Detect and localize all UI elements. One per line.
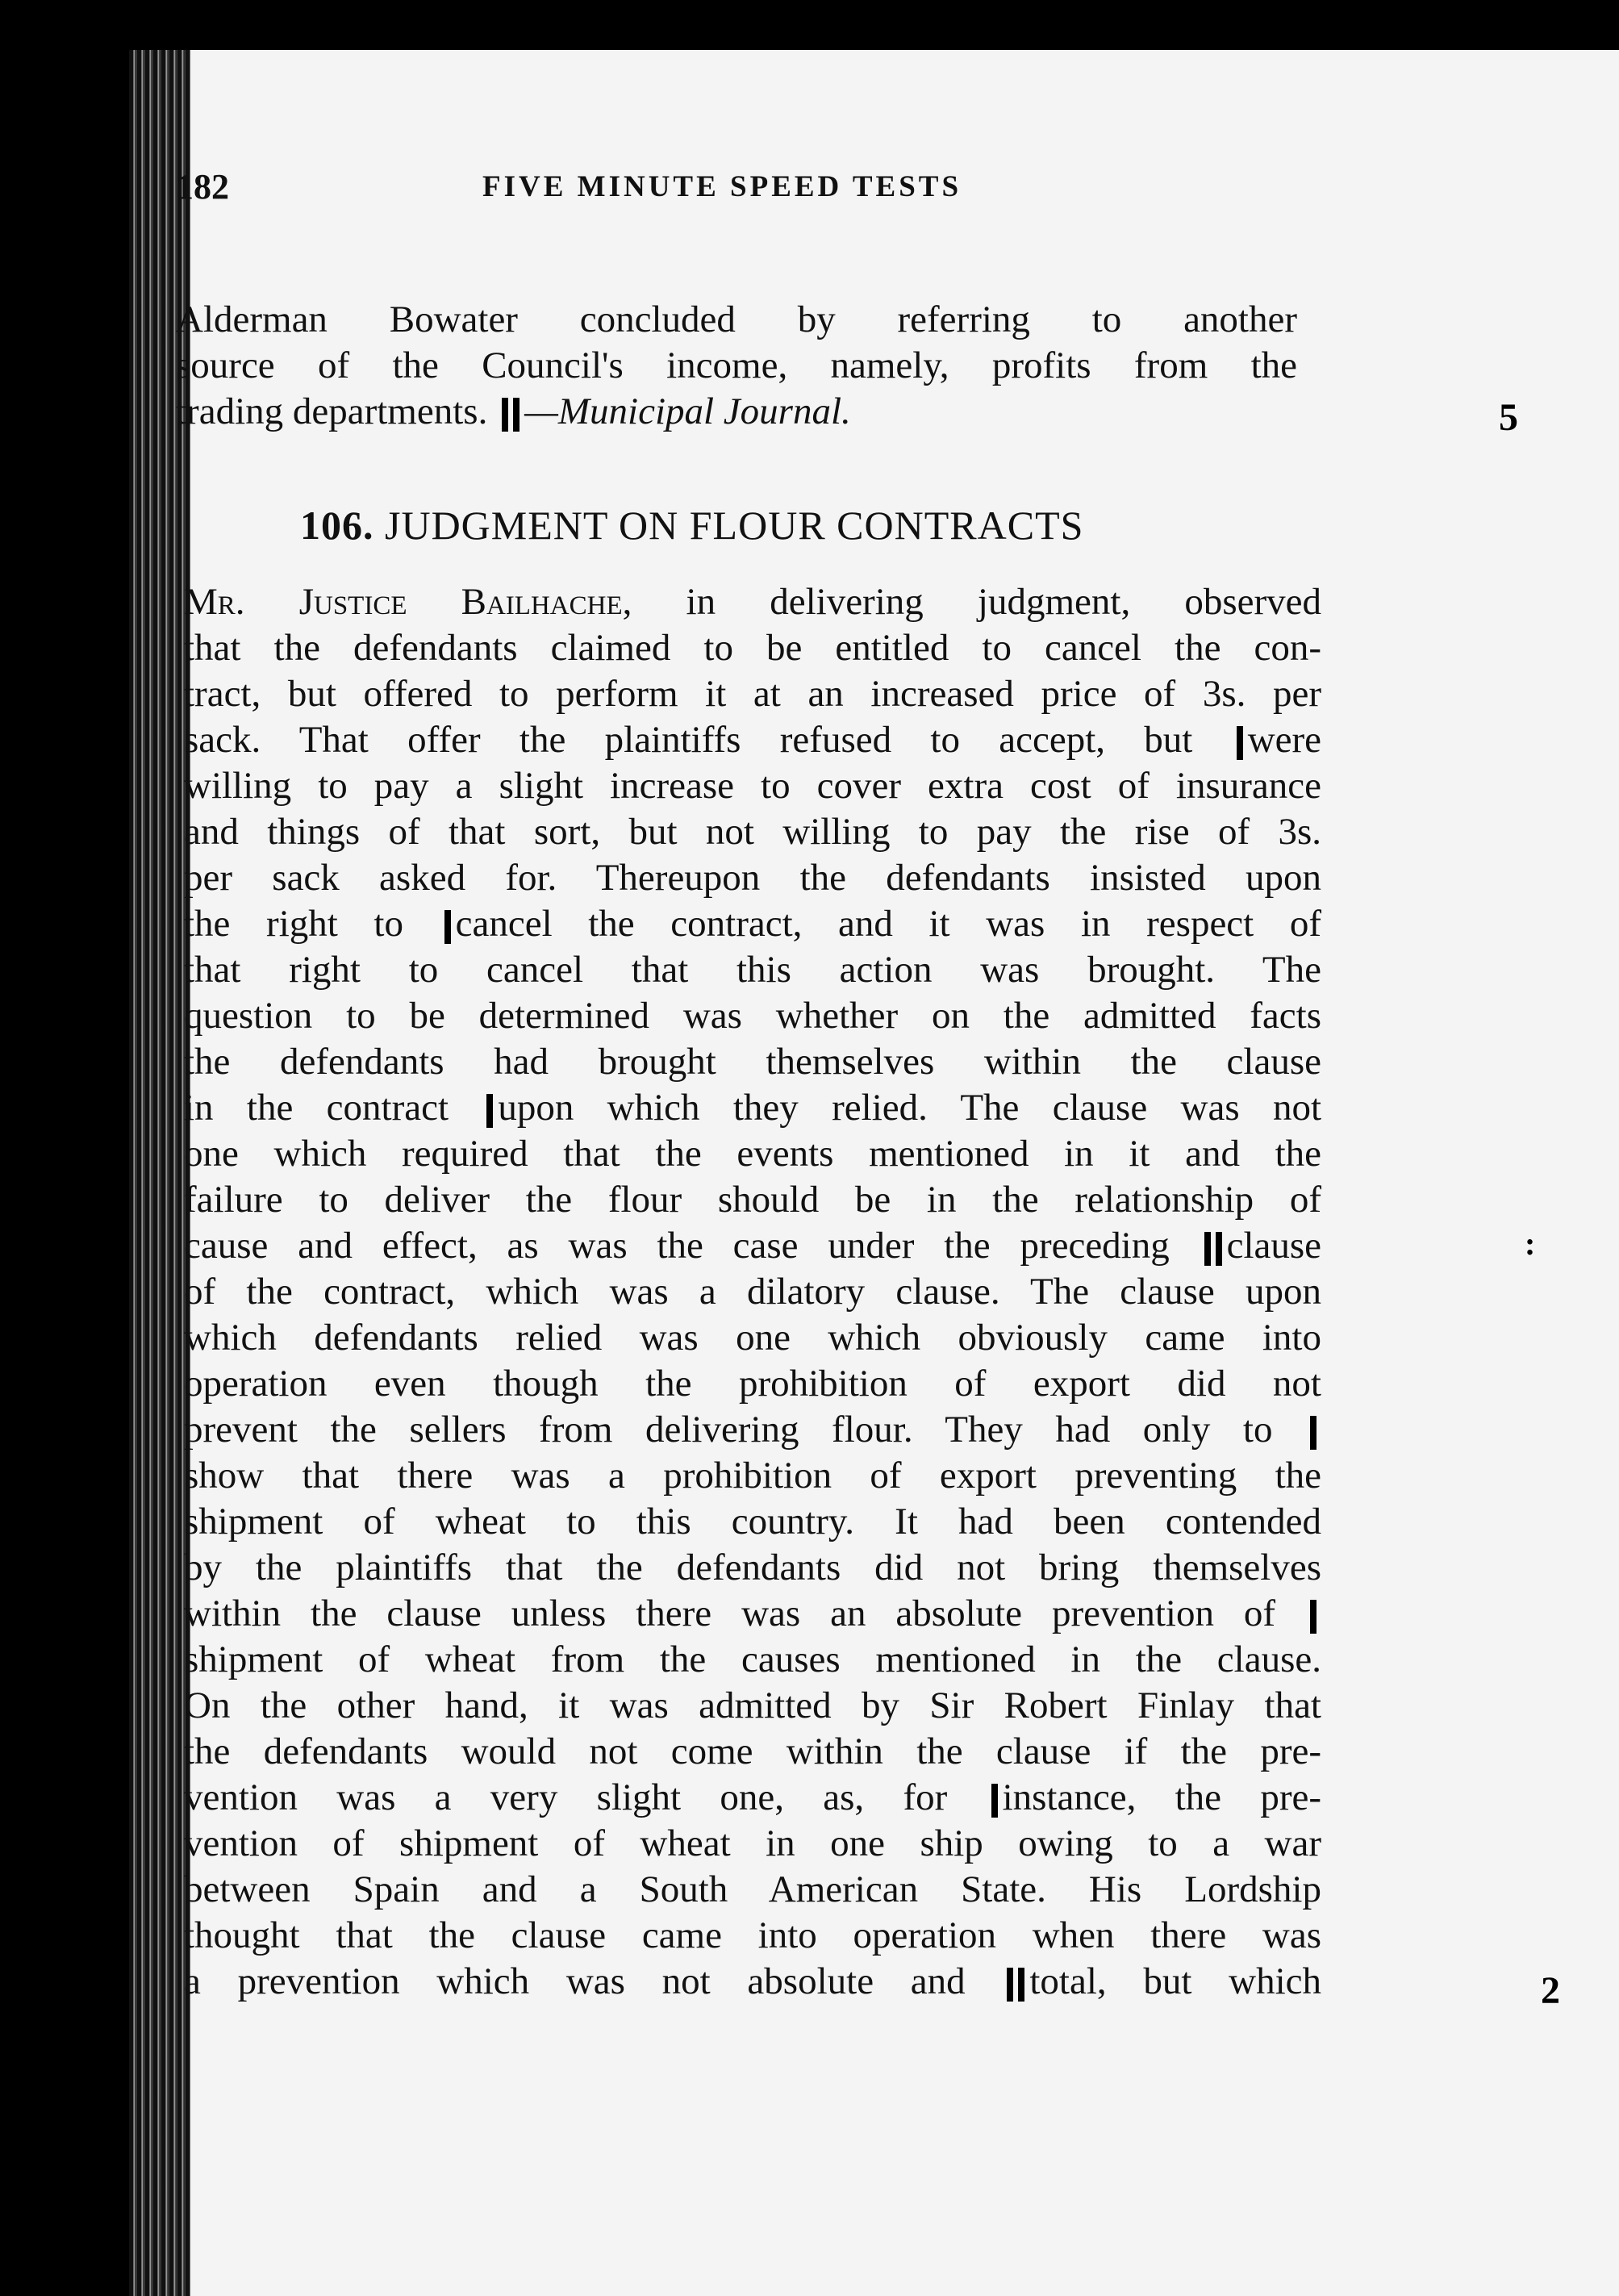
- text-line: [184, 1407, 1321, 1453]
- judge-name: Mr. Justice Bailhache,: [184, 581, 632, 623]
- text-line: of the contract, which was a dilatory clause. The clause upon: [184, 1271, 1321, 1313]
- text-line: the defendants would not come within the clause if the pre-: [184, 1730, 1321, 1772]
- single-bar-marker: [1237, 726, 1243, 760]
- text-fragment: cancel the contract, and it was in respect of: [455, 903, 1321, 945]
- margin-tick-mark: :: [1525, 1225, 1536, 1262]
- text-line: by the plaintiffs that the defendants did not bring themselves: [184, 1547, 1321, 1588]
- text-line: [184, 579, 1321, 625]
- text-fragment: clause: [1226, 1225, 1322, 1267]
- page-header: [176, 166, 1386, 219]
- margin-count-number: 2: [1541, 1969, 1560, 2012]
- text-line: question to be determined was whether on the admitted facts: [184, 995, 1321, 1037]
- running-head: FIVE MINUTE SPEED TESTS: [482, 170, 962, 203]
- text-line: that the defendants claimed to be entitled to cancel the con-: [184, 627, 1321, 669]
- text-fragment: cause and effect, as was the case under the preceding: [184, 1225, 1170, 1267]
- text-fragment: in delivering judgment, observed: [632, 581, 1321, 623]
- single-bar-marker: [1310, 1600, 1316, 1634]
- text-line: shipment of wheat from the causes mentioned in the clause.: [184, 1639, 1321, 1680]
- text-line: Alderman Bowater concluded by referring to another: [176, 298, 1297, 340]
- text-line: thought that the clause came into operation when there was: [184, 1914, 1321, 1956]
- text-line: tract, but offered to perform it at an increased price of 3s. per: [184, 673, 1321, 715]
- text-line: willing to pay a slight increase to cover extra cost of insurance: [184, 765, 1321, 807]
- single-bar-marker: [444, 910, 451, 944]
- text-line: [184, 717, 1321, 763]
- text-line: [176, 389, 1297, 435]
- text-line: operation even though the prohibition of export did not: [184, 1363, 1321, 1405]
- text-line: one which required that the events mentioned in it and the: [184, 1133, 1321, 1175]
- text-line: On the other hand, it was admitted by Sir Robert Finlay that: [184, 1684, 1321, 1726]
- text-fragment: trading departments.: [176, 390, 488, 432]
- intro-paragraph: [176, 297, 1297, 435]
- single-bar-marker: [486, 1094, 493, 1128]
- text-fragment: a prevention which was not absolute and: [184, 1960, 966, 2002]
- text-line: and things of that sort, but not willing to pay the rise of 3s.: [184, 811, 1321, 853]
- text-fragment: within the clause unless there was an absolute prevention of: [184, 1593, 1276, 1634]
- text-line: [184, 1775, 1321, 1821]
- text-line: [184, 1591, 1321, 1637]
- single-bar-marker: [991, 1784, 998, 1818]
- text-line: source of the Council's income, namely, profits from the: [176, 344, 1297, 386]
- text-fragment: the right to: [184, 903, 403, 945]
- double-bar-marker: [1204, 1232, 1222, 1266]
- text-fragment: sack. That offer the plaintiffs refused to accept, but: [184, 719, 1193, 761]
- text-fragment: were: [1247, 719, 1322, 761]
- source-attribution: —Municipal Journal.: [524, 390, 851, 432]
- text-fragment: upon which they relied. The clause was not: [498, 1087, 1322, 1129]
- body-paragraph: [184, 579, 1321, 2005]
- section-title-text: JUDGMENT ON FLOUR CONTRACTS: [385, 503, 1084, 548]
- text-line: [184, 1223, 1321, 1269]
- text-line: the defendants had brought themselves within the clause: [184, 1041, 1321, 1083]
- text-line: per sack asked for. Thereupon the defendants insisted upon: [184, 857, 1321, 899]
- text-line: show that there was a prohibition of export preventing the: [184, 1455, 1321, 1497]
- text-line: [184, 1959, 1321, 2005]
- text-line: vention of shipment of wheat in one ship owing to a war: [184, 1822, 1321, 1864]
- single-bar-marker: [1310, 1416, 1316, 1450]
- text-fragment: in the contract: [184, 1087, 449, 1129]
- text-line: between Spain and a South American State. His Lordship: [184, 1868, 1321, 1910]
- double-bar-marker: [1007, 1968, 1024, 2002]
- text-line: [184, 901, 1321, 947]
- text-fragment: prevent the sellers from delivering flour. They had only to: [184, 1409, 1273, 1451]
- text-fragment: vention was a very slight one, as, for: [184, 1776, 948, 1818]
- text-fragment: instance, the pre-: [1002, 1776, 1321, 1818]
- text-line: that right to cancel that this action was brought. The: [184, 949, 1321, 991]
- page-number: 182: [176, 167, 229, 207]
- text-line: failure to deliver the flour should be in the relationship of: [184, 1179, 1321, 1221]
- margin-count-number: 5: [1499, 396, 1518, 439]
- text-line: which defendants relied was one which obviously came into: [184, 1317, 1321, 1359]
- text-line: shipment of wheat to this country. It had been contended: [184, 1501, 1321, 1542]
- double-bar-marker: [502, 398, 519, 432]
- section-number: 106.: [300, 503, 374, 548]
- text-line: [184, 1085, 1321, 1131]
- text-fragment: total, but which: [1029, 1960, 1321, 2002]
- section-title: [300, 502, 1083, 549]
